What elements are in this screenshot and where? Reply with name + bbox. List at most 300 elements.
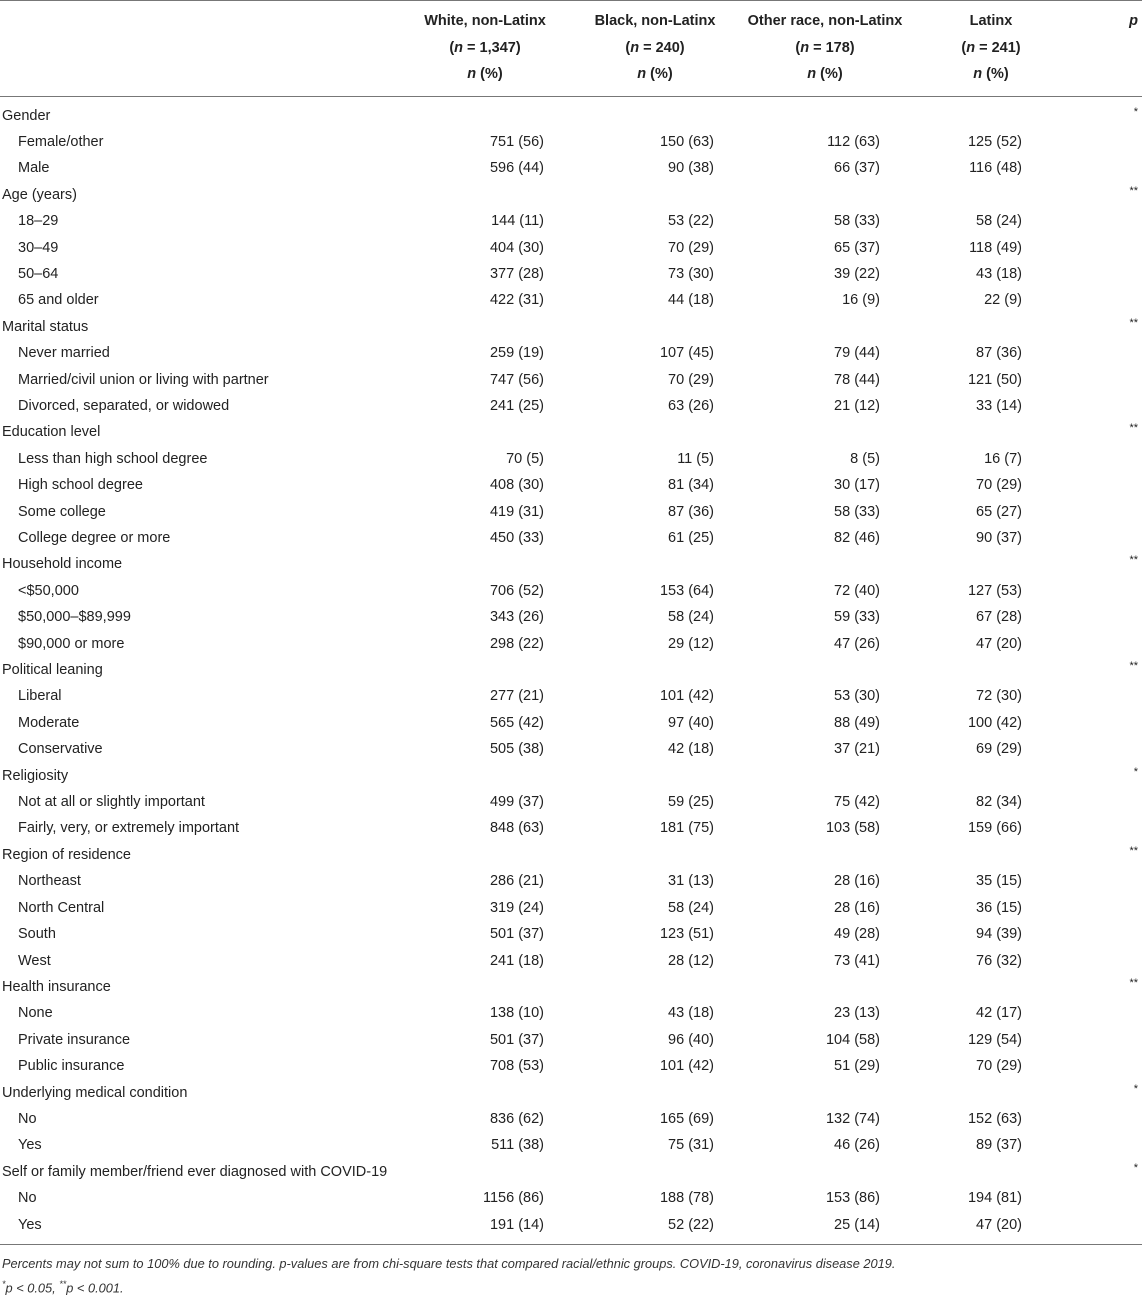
table-cell: 1156 (86) — [483, 1190, 544, 1207]
p-value-marker: ** — [1129, 422, 1138, 435]
table-row — [0, 472, 1142, 498]
empty-cell — [570, 419, 740, 445]
row-label: Married/civil union or living with partner — [18, 371, 269, 388]
table-cell: 46 (26) — [834, 1137, 880, 1154]
table-row — [0, 129, 1142, 155]
empty-cell — [1072, 1000, 1142, 1026]
empty-cell — [1072, 578, 1142, 604]
table-cell: 28 (16) — [834, 899, 880, 916]
table-row — [0, 1053, 1142, 1079]
table-body — [0, 96, 1142, 1244]
table-row — [0, 1027, 1142, 1053]
table-cell: 16 (7) — [984, 450, 1022, 467]
table-cell: 565 (42) — [489, 714, 544, 731]
empty-cell — [1072, 340, 1142, 366]
table-cell: 65 (27) — [976, 503, 1022, 520]
table-cell: 70 (5) — [506, 450, 544, 467]
empty-cell — [910, 314, 1072, 340]
row-label: West — [18, 952, 51, 969]
table-cell: 52 (22) — [668, 1216, 714, 1233]
empty-cell — [910, 182, 1072, 208]
table-row — [0, 208, 1142, 234]
table-row — [0, 261, 1142, 287]
table-cell: 132 (74) — [825, 1110, 880, 1127]
table-cell: 159 (66) — [967, 820, 1022, 837]
empty-cell — [1072, 1185, 1142, 1211]
section-title: Education level — [2, 424, 101, 441]
table-cell: 138 (10) — [489, 1005, 544, 1022]
table-cell: 42 (17) — [976, 1005, 1022, 1022]
empty-cell — [400, 842, 570, 868]
table-cell: 419 (31) — [489, 503, 544, 520]
empty-cell — [570, 974, 740, 1000]
footnote-line-2: *p < 0.05, **p < 0.001. — [2, 1278, 124, 1296]
empty-cell — [570, 657, 740, 683]
empty-cell — [570, 551, 740, 577]
table-row — [0, 578, 1142, 604]
table-cell: 377 (28) — [489, 265, 544, 282]
table-cell: 101 (42) — [659, 688, 714, 705]
section-row — [0, 842, 1142, 868]
section-row — [0, 763, 1142, 789]
section-row — [0, 314, 1142, 340]
section-title: Region of residence — [2, 846, 131, 863]
row-label: Private insurance — [18, 1031, 131, 1048]
section-row — [0, 657, 1142, 683]
p-value-marker: * — [1133, 1082, 1138, 1095]
table-cell: 121 (50) — [967, 371, 1022, 388]
empty-cell — [910, 96, 1072, 129]
table-cell: 65 (37) — [834, 239, 880, 256]
table-cell: 499 (37) — [489, 794, 544, 811]
header-col-name: Other race, non-Latinx — [747, 13, 903, 29]
table-cell: 75 (42) — [834, 794, 880, 811]
table-cell: 53 (22) — [668, 213, 714, 230]
empty-cell — [400, 657, 570, 683]
table-cell: 67 (28) — [976, 609, 1022, 626]
row-label: No — [18, 1110, 37, 1127]
header-col-1 — [400, 1, 570, 96]
table-row — [0, 1212, 1142, 1245]
table-cell: 286 (21) — [489, 873, 544, 890]
empty-cell — [910, 763, 1072, 789]
row-label: Less than high school degree — [18, 450, 208, 467]
table-cell: 751 (56) — [489, 133, 544, 150]
header-col-2 — [570, 1, 740, 96]
section-title: Political leaning — [2, 662, 103, 679]
table-row — [0, 1000, 1142, 1026]
table-cell: 150 (63) — [659, 133, 714, 150]
header-p-value: p — [1129, 13, 1138, 29]
table-cell: 144 (11) — [491, 213, 544, 230]
empty-cell — [400, 551, 570, 577]
p-value-marker: * — [1133, 105, 1138, 118]
table-cell: 94 (39) — [976, 926, 1022, 943]
table-cell: 241 (18) — [489, 952, 544, 969]
section-row — [0, 1159, 1142, 1185]
table-cell: 89 (37) — [976, 1137, 1022, 1154]
header-col-name: White, non-Latinx — [424, 13, 546, 29]
row-label: Northeast — [18, 873, 81, 890]
empty-cell — [1072, 446, 1142, 472]
table-row — [0, 948, 1142, 974]
header-col-4 — [910, 1, 1072, 96]
table-cell: 59 (25) — [668, 794, 714, 811]
table-cell: 33 (14) — [976, 397, 1022, 414]
table-cell: 87 (36) — [976, 345, 1022, 362]
header-col-count: (n = 178) — [795, 39, 855, 56]
row-label: 65 and older — [18, 292, 99, 309]
table-row — [0, 921, 1142, 947]
header-label-blank — [0, 1, 400, 96]
table-row — [0, 815, 1142, 841]
table-cell: 58 (33) — [834, 213, 880, 230]
table-row — [0, 393, 1142, 419]
row-label: Male — [18, 160, 50, 177]
table-cell: 25 (14) — [834, 1216, 880, 1233]
empty-cell — [1072, 155, 1142, 181]
table-cell: 47 (20) — [976, 635, 1022, 652]
empty-cell — [570, 182, 740, 208]
table-cell: 44 (18) — [668, 292, 714, 309]
table-cell: 16 (9) — [842, 292, 880, 309]
table-cell: 78 (44) — [834, 371, 880, 388]
row-label: 18–29 — [18, 213, 59, 230]
section-title: Age (years) — [2, 186, 77, 203]
table-cell: 241 (25) — [489, 397, 544, 414]
section-title: Gender — [2, 107, 51, 124]
section-row — [0, 974, 1142, 1000]
row-label: Fairly, very, or extremely important — [18, 820, 240, 837]
table-cell: 58 (24) — [668, 609, 714, 626]
row-label: Divorced, separated, or widowed — [18, 397, 230, 414]
table-cell: 73 (30) — [668, 265, 714, 282]
empty-cell — [1072, 1053, 1142, 1079]
empty-cell — [910, 974, 1072, 1000]
table-row — [0, 683, 1142, 709]
empty-cell — [1072, 631, 1142, 657]
table-cell: 100 (42) — [967, 714, 1022, 731]
table-cell: 58 (24) — [668, 899, 714, 916]
table-cell: 422 (31) — [489, 292, 544, 309]
empty-cell — [740, 842, 910, 868]
table-cell: 101 (42) — [659, 1058, 714, 1075]
table-cell: 194 (81) — [967, 1190, 1022, 1207]
table-cell: 35 (15) — [976, 873, 1022, 890]
section-title: Marital status — [2, 318, 89, 335]
table-row — [0, 868, 1142, 894]
row-label: South — [18, 926, 56, 943]
p-value-marker: ** — [1129, 976, 1138, 989]
table-cell: 53 (30) — [834, 688, 880, 705]
table-cell: 112 (63) — [827, 133, 880, 150]
row-label: Yes — [18, 1137, 42, 1154]
table-cell: 450 (33) — [489, 530, 544, 546]
table-row — [0, 789, 1142, 815]
table-cell: 29 (12) — [668, 635, 714, 652]
header-col-unit: n (%) — [973, 66, 1009, 82]
header-col-3 — [740, 1, 910, 96]
row-label: High school degree — [18, 477, 143, 494]
table-cell: 107 (45) — [659, 345, 714, 362]
empty-cell — [740, 182, 910, 208]
table-cell: 708 (53) — [489, 1058, 544, 1075]
table-row — [0, 367, 1142, 393]
table-cell: 75 (31) — [668, 1137, 714, 1154]
empty-cell — [1072, 921, 1142, 947]
row-label: North Central — [18, 899, 105, 916]
table-cell: 88 (49) — [834, 714, 880, 731]
empty-cell — [1072, 1106, 1142, 1132]
table-cell: 43 (18) — [976, 265, 1022, 282]
table-row — [0, 1185, 1142, 1211]
empty-cell — [1072, 129, 1142, 155]
row-label: <$50,000 — [18, 582, 79, 599]
table-cell: 21 (12) — [834, 397, 880, 414]
table-cell: 49 (28) — [834, 926, 880, 943]
table-cell: 11 (5) — [677, 450, 714, 467]
table-footnote — [0, 1245, 1142, 1298]
header-col-count: (n = 240) — [625, 39, 685, 56]
p-value-marker: ** — [1129, 184, 1138, 197]
table-cell: 82 (46) — [834, 530, 880, 546]
table-row — [0, 1132, 1142, 1158]
empty-cell — [1072, 499, 1142, 525]
table-cell: 404 (30) — [489, 239, 544, 256]
empty-cell — [910, 551, 1072, 577]
table-row — [0, 604, 1142, 630]
section-row — [0, 551, 1142, 577]
empty-cell — [740, 314, 910, 340]
p-value-marker: ** — [1129, 660, 1138, 673]
table-cell: 343 (26) — [489, 609, 544, 626]
table-cell: 87 (36) — [668, 503, 714, 520]
table-cell: 848 (63) — [489, 820, 544, 837]
table-cell: 90 (38) — [668, 160, 714, 177]
empty-cell — [1072, 815, 1142, 841]
table-row — [0, 499, 1142, 525]
row-label: Public insurance — [18, 1058, 125, 1075]
table-cell: 181 (75) — [659, 820, 714, 837]
table-cell: 70 (29) — [976, 1058, 1022, 1075]
empty-cell — [1072, 525, 1142, 551]
empty-cell — [1072, 261, 1142, 287]
table-row — [0, 1106, 1142, 1132]
table-cell: 81 (34) — [668, 477, 714, 494]
table-row — [0, 895, 1142, 921]
table-cell: 59 (33) — [834, 609, 880, 626]
table-row — [0, 155, 1142, 181]
table-row — [0, 235, 1142, 261]
table-cell: 23 (13) — [834, 1005, 880, 1022]
table-row — [0, 446, 1142, 472]
header-col-unit: n (%) — [637, 66, 673, 82]
table-cell: 153 (86) — [825, 1190, 880, 1207]
header-col-unit: n (%) — [807, 66, 843, 82]
empty-cell — [740, 1080, 910, 1106]
table-cell: 66 (37) — [834, 160, 880, 177]
empty-cell — [1072, 895, 1142, 921]
row-label: $90,000 or more — [18, 635, 125, 652]
section-title: Household income — [2, 556, 123, 573]
table-cell: 31 (13) — [668, 873, 714, 890]
table-cell: 90 (37) — [976, 530, 1022, 546]
empty-cell — [910, 842, 1072, 868]
empty-cell — [1072, 789, 1142, 815]
p-value-marker: ** — [1129, 844, 1138, 857]
empty-cell — [1072, 367, 1142, 393]
table-row — [0, 631, 1142, 657]
table-cell: 747 (56) — [489, 371, 544, 388]
section-title: Self or family member/friend ever diagnosed with COVID-19 — [2, 1163, 388, 1180]
table-cell: 37 (21) — [834, 741, 880, 758]
table-cell: 505 (38) — [489, 741, 544, 758]
row-label: No — [18, 1190, 37, 1207]
header-col-count: (n = 1,347) — [449, 39, 521, 56]
empty-cell — [400, 974, 570, 1000]
empty-cell — [570, 1080, 740, 1106]
table-cell: 8 (5) — [850, 450, 880, 467]
empty-cell — [570, 314, 740, 340]
table-cell: 70 (29) — [976, 477, 1022, 494]
empty-cell — [1072, 1027, 1142, 1053]
empty-cell — [400, 1080, 570, 1106]
empty-cell — [400, 1159, 570, 1185]
table-cell: 259 (19) — [489, 345, 544, 362]
empty-cell — [400, 763, 570, 789]
section-title: Underlying medical condition — [2, 1084, 188, 1101]
table-cell: 298 (22) — [489, 635, 544, 652]
empty-cell — [1072, 472, 1142, 498]
table-cell: 97 (40) — [668, 714, 714, 731]
table-cell: 103 (58) — [825, 820, 880, 837]
table-cell: 511 (38) — [491, 1137, 544, 1154]
section-title: Health insurance — [2, 978, 111, 995]
row-label: Liberal — [18, 688, 62, 705]
empty-cell — [1072, 736, 1142, 762]
table-cell: 191 (14) — [489, 1216, 544, 1233]
section-title: Religiosity — [2, 767, 69, 784]
table-cell: 836 (62) — [489, 1110, 544, 1127]
table-cell: 127 (53) — [967, 582, 1022, 599]
table-cell: 96 (40) — [668, 1031, 714, 1048]
empty-cell — [910, 1159, 1072, 1185]
table-cell: 116 (48) — [969, 160, 1022, 177]
table-cell: 61 (25) — [668, 530, 714, 546]
empty-cell — [1072, 208, 1142, 234]
table-cell: 152 (63) — [967, 1110, 1022, 1127]
table-cell: 43 (18) — [668, 1005, 714, 1022]
row-label: 30–49 — [18, 239, 59, 256]
table-cell: 118 (49) — [969, 239, 1022, 256]
table-row — [0, 525, 1142, 551]
empty-cell — [910, 657, 1072, 683]
row-label: Not at all or slightly important — [18, 794, 205, 811]
table-cell: 28 (16) — [834, 873, 880, 890]
section-row — [0, 419, 1142, 445]
empty-cell — [400, 314, 570, 340]
p-value-marker: ** — [1129, 554, 1138, 567]
header-row — [0, 1, 1142, 96]
row-label: Yes — [18, 1216, 42, 1233]
table-cell: 153 (64) — [659, 582, 714, 599]
table-cell: 51 (29) — [834, 1058, 880, 1075]
empty-cell — [1072, 710, 1142, 736]
table-cell: 188 (78) — [659, 1190, 714, 1207]
empty-cell — [740, 551, 910, 577]
empty-cell — [1072, 683, 1142, 709]
empty-cell — [1072, 1212, 1142, 1245]
table-cell: 165 (69) — [659, 1110, 714, 1127]
empty-cell — [740, 657, 910, 683]
header-col-unit: n (%) — [467, 66, 503, 82]
section-row — [0, 1080, 1142, 1106]
empty-cell — [910, 419, 1072, 445]
empty-cell — [740, 763, 910, 789]
table-cell: 501 (37) — [489, 926, 544, 943]
row-label: $50,000–$89,999 — [18, 609, 131, 626]
footnote-line-1: Percents may not sum to 100% due to rounding. p-values are from chi-square tests that compared racial/ethnic groups. COVID-19, coronavirus disease 2019. — [2, 1255, 896, 1271]
empty-cell — [570, 763, 740, 789]
empty-cell — [400, 96, 570, 129]
table-cell: 36 (15) — [976, 899, 1022, 916]
row-label: Never married — [18, 345, 110, 362]
empty-cell — [400, 182, 570, 208]
empty-cell — [400, 419, 570, 445]
table-cell: 82 (34) — [976, 794, 1022, 811]
table-cell: 70 (29) — [668, 371, 714, 388]
table-cell: 22 (9) — [984, 292, 1022, 309]
table-cell: 47 (20) — [976, 1216, 1022, 1233]
table-cell: 501 (37) — [489, 1031, 544, 1048]
table-cell: 277 (21) — [489, 688, 544, 705]
table-cell: 28 (12) — [668, 952, 714, 969]
table-cell: 30 (17) — [834, 477, 880, 494]
row-label: College degree or more — [18, 530, 171, 546]
table-cell: 58 (24) — [976, 213, 1022, 230]
empty-cell — [1072, 1132, 1142, 1158]
table-cell: 76 (32) — [976, 952, 1022, 969]
table-row — [0, 287, 1142, 313]
row-label: 50–64 — [18, 265, 59, 282]
empty-cell — [1072, 287, 1142, 313]
table-cell: 319 (24) — [489, 899, 544, 916]
empty-cell — [570, 1159, 740, 1185]
empty-cell — [740, 1159, 910, 1185]
table-cell: 39 (22) — [834, 265, 880, 282]
table-cell: 72 (40) — [834, 582, 880, 599]
p-value-marker: * — [1133, 765, 1138, 778]
table-cell: 47 (26) — [834, 635, 880, 652]
table-cell: 70 (29) — [668, 239, 714, 256]
table-cell: 42 (18) — [668, 741, 714, 758]
table-cell: 63 (26) — [668, 397, 714, 414]
empty-cell — [1072, 235, 1142, 261]
table-row — [0, 340, 1142, 366]
empty-cell — [570, 842, 740, 868]
row-label: Female/other — [18, 133, 104, 150]
table-cell: 58 (33) — [834, 503, 880, 520]
empty-cell — [1072, 948, 1142, 974]
table-cell: 104 (58) — [825, 1031, 880, 1048]
table-row — [0, 710, 1142, 736]
table-cell: 123 (51) — [659, 926, 714, 943]
table-cell: 408 (30) — [489, 477, 544, 494]
section-row — [0, 96, 1142, 129]
table-cell: 706 (52) — [489, 582, 544, 599]
table-cell: 125 (52) — [967, 133, 1022, 150]
table-cell: 79 (44) — [834, 345, 880, 362]
